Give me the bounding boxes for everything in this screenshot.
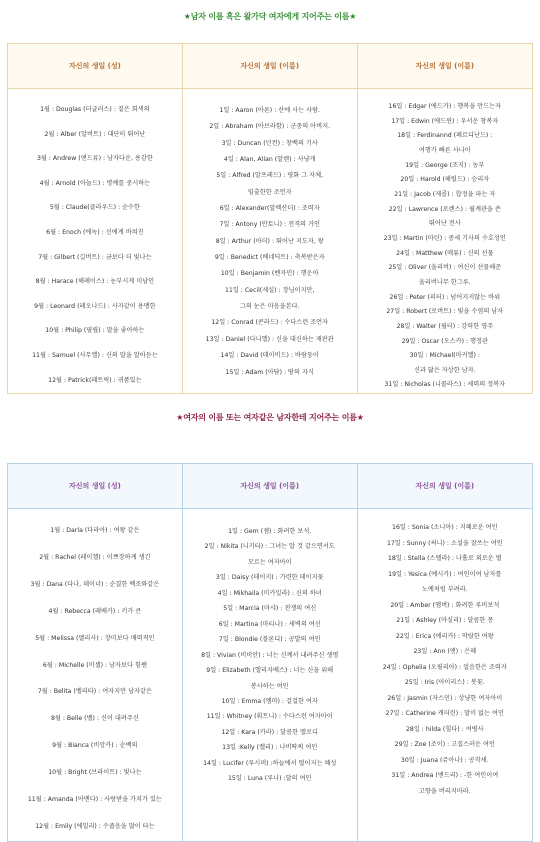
section2-title xyxy=(0,412,540,423)
name-entry: 4월 : Arnold (아놀드) : 명예를 중시하는 xyxy=(39,179,151,187)
name-entry: 11일 : Whitney (휘트니) : 수다스런 여자아이 xyxy=(206,713,333,721)
header-birth-day: 자신의 생일 (이름) xyxy=(182,464,357,509)
name-entry: 31일 : Nicholas (니콜라스) : 세력의 정복자 xyxy=(384,381,506,389)
name-entry: 24일 : Ophelia (오필리아) : 얼음한은 조력자 xyxy=(382,663,507,671)
name-entry: 20일 : Harold (해럴드) : 승리자 xyxy=(400,176,490,184)
name-entry: 5월 : Claude(클라우드) : 순수한 xyxy=(49,204,140,212)
section1-title-text: 남자 이름 혹은 왈가닥 여자에게 지어주는 이름 xyxy=(190,12,350,21)
name-entry: 10일 : Emma (엠마) : 걸걸한 여자 xyxy=(221,697,318,705)
name-entry: 1일 : Aaron (아론) : 산에 사는 사람. xyxy=(219,107,321,114)
name-entry: 임출한한 조언자 xyxy=(247,188,292,196)
name-entry: 31일 : Andrea (앤드리) : -한 여인이여 xyxy=(391,772,499,779)
name-entry: 9월 : Leonard (레오나드) : 사자같이 용맹한 xyxy=(34,302,156,310)
name-entry: 8월 : Belle (벨) : 신이 내려주신 xyxy=(50,715,139,723)
name-entry: 28일 : Walter (월터) : 강력한 영주 xyxy=(396,322,494,330)
name-entry: 2일 : Nikita (니키타) : 그녀는 알 것 같으면서도 xyxy=(204,543,335,551)
section2-title-text: 여자의 이름 또는 여자같은 남자한테 지어주는 이름 xyxy=(183,413,357,422)
name-entry: 3일 : Daisy (데이지) : 가련한 데이지꽃 xyxy=(215,574,324,582)
header-birth-day: 자신의 생일 (이름) xyxy=(357,464,532,509)
name-entry: 23일 : Martin (마틴) : 중세 기사의 수호성인 xyxy=(383,234,506,242)
name-entry: 23일 : Ann (앤) : 은혜 xyxy=(413,648,477,655)
name-entry: 30일 : Michael(마커엘) : xyxy=(409,352,480,360)
name-entry: 12월 : Emily (에밀리) : 수줍음을 많이 타는 xyxy=(35,822,155,830)
name-entry: 2월 : Alber (알버트) : 대단히 뛰어난 xyxy=(44,130,146,138)
name-entry: 5일 : Alfred (알프레드) : 평화 그 자체, xyxy=(216,172,324,180)
name-entry: 신과 닮은 자상한 남자. xyxy=(413,366,476,374)
name-entry: 25일 : Oliver (올리버) : 여신이 선물해준 xyxy=(388,264,502,272)
section1-title xyxy=(0,11,540,22)
name-entry: 10월 : Bright (브라이트) : 빛나는 xyxy=(48,769,142,777)
name-entry: 9일 : Elizabeth (엘리자베스) : 너는 신을 위해 xyxy=(206,667,334,675)
name-entry: 14일 : Lucifer (루시퍼) :하늘에서 떨어지는 혜성 xyxy=(203,759,337,767)
name-entry: 7일 : Antony (안토니) : 전격의 거인 xyxy=(219,221,320,229)
name-entry: 모르는 여자아이 xyxy=(247,558,292,566)
name-entry: 22일 : Lawrence (로렌스) : 월계관을 쓴 xyxy=(388,205,501,213)
name-entry: 노예처럼 부려라. xyxy=(421,586,468,593)
name-entry: 22일 : Erica (에리카) : 악랄한 여왕 xyxy=(395,632,494,640)
name-entry: 8월 : Harace (해레이스) : 눈부시게 미남인 xyxy=(35,278,155,286)
name-entry: 14일 : David (데이비드) : 바람둥이 xyxy=(220,352,319,360)
name-entry: 18일 : Stella (스텔라) : 나홀로 외로운 별 xyxy=(387,555,502,562)
name-entry: 5월 : Melissa (멜리사) : 장미보다 매력적인 xyxy=(35,634,155,642)
name-entry: 6월 : Enoch (에녹) : 신에게 바쳐진 xyxy=(46,228,144,236)
name-entry: 18일 : Ferdinannd (페르디난드) : xyxy=(397,132,493,140)
name-entry: 27일 : Catherine 캐더린) : 말이 없는 여인 xyxy=(385,710,504,717)
header-birth-day: 자신의 생일 (이름) xyxy=(357,44,532,89)
name-entry: 올리버나무 한그루. xyxy=(418,278,471,286)
name-entry: 25일 : Iris (아이리스) : 봇꽃. xyxy=(404,679,485,686)
day-column-16-31 xyxy=(357,89,532,394)
name-entry: 7월 : Gilbert (길버트) : 금보다 더 빛나는 xyxy=(38,253,152,261)
name-entry: 9일 : Benedict (베네딕트) : 축복받은자 xyxy=(214,254,325,262)
name-entry: 12월 : Patrick(패트릭) : 귀품있는 xyxy=(48,376,142,384)
name-entry: 8일 : Vivian (비비안) : 너는 신께서 내려주신 생명 xyxy=(201,651,339,659)
name-entry: 27일 : Robert (로버트) : 빛을 수염의 남자 xyxy=(386,308,504,316)
name-entry: 13일 : Daniel (다니엘) : 신을 대신하는 재판관 xyxy=(205,335,334,343)
name-entry: 16일 : Edgar (에드가) : 행복을 만드는자 xyxy=(388,103,502,110)
name-entry: 6일 : Alexander(알렉산더) : 조력자 xyxy=(219,205,320,213)
name-entry: 17일 : Edwin (에드윈) : 우서운 창복자 xyxy=(391,117,499,125)
female-names-table xyxy=(7,463,533,842)
header-birth-month: 자신의 생일 (성) xyxy=(8,464,183,509)
name-entry: 17일 : Sunny (써니) : 소설을 잘쓰는 여인 xyxy=(386,539,503,547)
name-entry: 8일 : Arthur (아더) : 뛰어난 지도자, 왕 xyxy=(215,237,324,245)
name-entry: 4일 : Alan, Allan (알렌) : 사냥개 xyxy=(223,156,316,164)
day-column-16-31 xyxy=(357,509,532,842)
name-entry: 21일 : Jacob (제콥) : 합정을 파는 자 xyxy=(394,190,496,198)
name-entry: 1일 : Gem (젬) : 화려한 보석. xyxy=(228,528,312,535)
name-entry: 12일 : Conrad (콘라드) : 수다스런 조언자 xyxy=(211,319,329,327)
star-icon: ★ xyxy=(183,12,191,21)
name-entry: 24일 : Matthew (매튜) : 신의 선물 xyxy=(396,249,494,257)
day-column-1-15 xyxy=(182,89,357,394)
name-entry: 29일 : Zoe (조이) : 고집스러운 여인 xyxy=(394,741,495,748)
name-entry: 30일 : Juana (쥬아나) : 공작새. xyxy=(400,756,489,764)
name-entry: 9월 : Bianca (비앙카) : 순백의 xyxy=(52,742,138,750)
day-column-1-15 xyxy=(182,509,357,842)
name-entry: 여행가 빠른 사나이 xyxy=(418,146,471,154)
name-entry: 26일 : Jasmin (자스민) : 상냥한 여자아이 xyxy=(387,694,503,702)
name-entry: 19일 : George (조지) : 농부 xyxy=(405,161,485,169)
name-entry: 3일 : Duncan (던컨) : 창백의 기사 xyxy=(221,139,318,147)
name-entry: 7월 : Belita (벨리타) : 여자지만 남자같은 xyxy=(37,688,152,696)
name-entry: 그의 눈은 마음을본다. xyxy=(239,303,300,311)
name-entry: 10월 : Philip (필립) : 말을 좋아하는 xyxy=(45,327,145,335)
header-birth-month: 자신의 생일 (성) xyxy=(8,44,183,89)
name-entry: 2일 : Abraham (아브라함) : 군중의 아버지. xyxy=(209,123,331,131)
name-entry: 10일 : Benjamin (벤자민) : 행운아 xyxy=(220,270,319,278)
name-entry: 19일 : Yesica (예시카) : 여인이여 남자를 xyxy=(388,570,502,578)
name-entry: 21일 : Ashley (아실리) : 달콤한 몽 xyxy=(396,617,494,624)
star-icon: ★ xyxy=(176,413,184,422)
month-column xyxy=(8,89,183,394)
name-entry: 20일 : Amber (앰버) : 화려한 루비보석 xyxy=(390,601,500,609)
name-entry: 15일 : Adam (아담) : 땅의 자식 xyxy=(225,368,314,376)
name-entry: 2월 : Rachel (레이첼) : 이쁘장하게 생긴 xyxy=(39,553,151,561)
name-entry: 6일 : Martina (마티나) : 새벽의 여신 xyxy=(218,620,321,628)
name-entry: 뛰어난 전사 xyxy=(428,220,461,228)
name-entry: 29일 : Oscar (오스카) : 행정관 xyxy=(401,337,488,345)
name-entry: 28일 : hilda (힐다) : 여병사 xyxy=(405,725,484,733)
name-entry: 4일 : Mikhaila (미카일라) : 신의 하녀 xyxy=(217,589,322,597)
name-entry: 3월 : Dana (다나, 데이너) : 순결한 백조와같은 xyxy=(30,580,160,588)
name-entry: 13일 :Kelly (켈리) : 나비딱찌 여인 xyxy=(222,744,318,752)
header-birth-day: 자신의 생일 (이름) xyxy=(182,44,357,89)
name-entry: 11월 : Amanda (아멘다) : 사랑받을 가치가 있는 xyxy=(27,796,162,804)
name-entry: 봉사하는 여인 xyxy=(250,682,289,690)
name-entry: 1월 : Douglas (더글러스) : 짙은 회색의 xyxy=(40,106,150,113)
name-entry: 3월 : Andrew (앤드류) : 남자다운, 용감한 xyxy=(37,155,153,163)
name-entry: 1월 : Darla (다라아) : 여왕 같은 xyxy=(50,527,140,534)
name-entry: 4월 : Rebecca (레베카) : 키가 큰 xyxy=(48,607,142,615)
name-entry: 16일 : Sonia (소니아) : 지혜로운 여인 xyxy=(392,524,498,531)
name-entry: 15일 : Luna (루나) :달의 여인 xyxy=(227,775,312,783)
name-entry: 12일 : Kara (카라) : 달콤한 멜로디 xyxy=(221,728,318,736)
name-entry: 11월 : Samuel (사무엘) : 신의 말을 알아듣는 xyxy=(32,351,158,359)
month-column xyxy=(8,509,183,842)
name-entry: 26일 : Peter (피터) : 넘어지지않는 바위 xyxy=(389,293,501,301)
name-entry: 고향을 버리지마라. xyxy=(418,787,471,795)
male-names-table xyxy=(7,43,533,394)
star-icon: ★ xyxy=(349,12,357,21)
name-entry: 7일 : Blondie (블론디) : 공발의 여인 xyxy=(218,636,321,644)
name-entry: 5일 : Marcia (마샤) : 전쟁의 여신 xyxy=(223,605,317,613)
name-entry: 11일 : Cecil(세실) : 장님이지만, xyxy=(224,286,315,294)
name-entry: 6월 : Michelle (미셸) : 남자보다 힘쎈 xyxy=(42,661,147,669)
star-icon: ★ xyxy=(356,413,364,422)
